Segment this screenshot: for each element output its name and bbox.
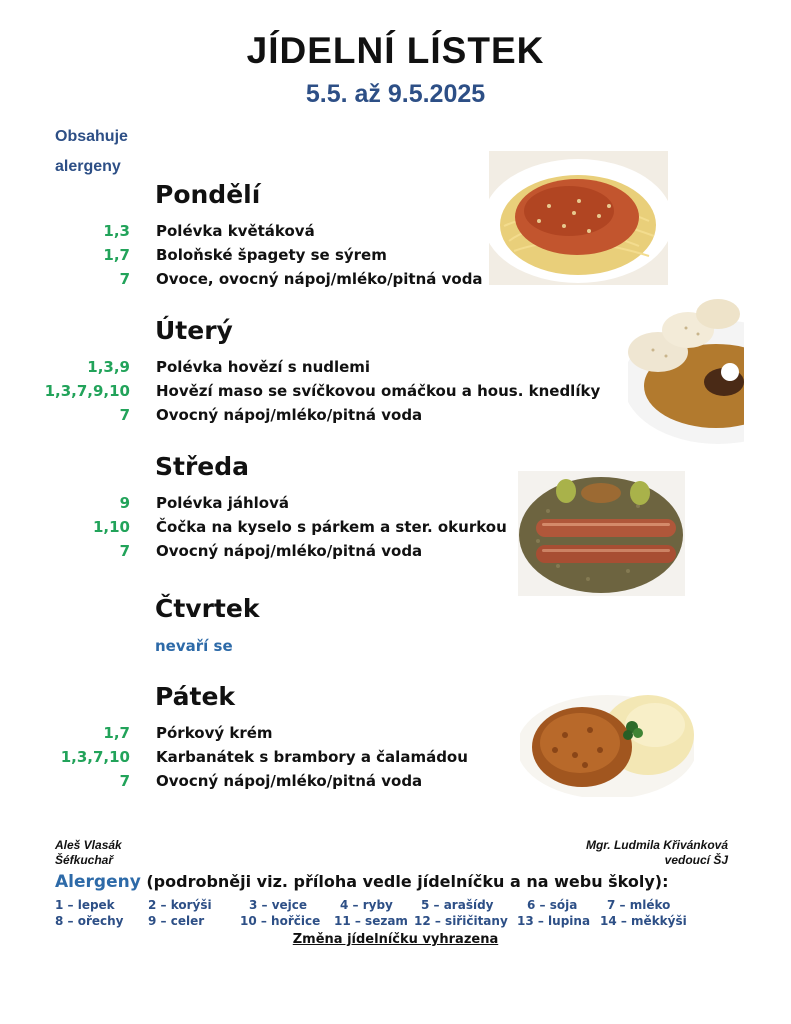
menu-row bbox=[30, 358, 730, 382]
dish-name: Pórkový krém bbox=[156, 724, 273, 742]
spaghetti-bolognese-photo bbox=[489, 151, 668, 285]
allergen-codes: 1,7 bbox=[103, 246, 130, 264]
allergen-item: 14 – měkkýši bbox=[600, 914, 687, 928]
allergen-item: 9 – celer bbox=[148, 914, 205, 928]
allergen-item: 8 – ořechy bbox=[55, 914, 124, 928]
allergen-item: 11 – sezam bbox=[334, 914, 408, 928]
allergen-codes: 7 bbox=[119, 406, 130, 424]
allergen-item: 6 – sója bbox=[527, 898, 578, 912]
allergen-item: 5 – arašídy bbox=[421, 898, 494, 912]
allergen-legend-heading: Alergeny bbox=[55, 872, 141, 892]
allergen-codes: 7 bbox=[119, 270, 130, 288]
dish-name: Čočka na kyselo s párkem a ster. okurkou bbox=[156, 518, 507, 536]
date-range: 5.5. až 9.5.2025 bbox=[305, 80, 486, 108]
allergen-codes: 1,3,9 bbox=[87, 358, 130, 376]
allergen-item: 12 – siřičitany bbox=[414, 914, 508, 928]
dish-name: Boloňské špagety se sýrem bbox=[156, 246, 387, 264]
allergen-column-label: Obsahuje bbox=[55, 128, 128, 145]
svickova-dumplings-photo bbox=[628, 292, 744, 444]
allergen-item: 1 – lepek bbox=[55, 898, 115, 912]
dish-name: Karbanátek s brambory a čalamádou bbox=[156, 748, 468, 766]
allergen-codes: 7 bbox=[119, 542, 130, 560]
page-title: JÍDELNÍ LÍSTEK bbox=[246, 30, 545, 71]
menu-row bbox=[30, 406, 730, 430]
chef-role: Šéfkuchař bbox=[55, 853, 114, 867]
meatball-potatoes-photo bbox=[520, 685, 694, 797]
allergen-codes: 1,3 bbox=[103, 222, 130, 240]
allergen-item: 13 – lupina bbox=[517, 914, 591, 928]
dish-name: Hovězí maso se svíčkovou omáčkou a hous. knedlíky bbox=[156, 382, 601, 400]
dish-name: Polévka květáková bbox=[156, 222, 315, 240]
menu-change-notice: Změna jídelníčku vyhrazena bbox=[292, 932, 499, 947]
dish-name: Ovoce, ovocný nápoj/mléko/pitná voda bbox=[156, 270, 483, 288]
allergen-legend-title bbox=[55, 872, 669, 892]
allergen-codes: 1,7 bbox=[103, 724, 130, 742]
dish-name: Ovocný nápoj/mléko/pitná voda bbox=[156, 406, 423, 424]
manager-role: vedoucí ŠJ bbox=[664, 853, 728, 867]
closed-note: nevaří se bbox=[155, 637, 233, 655]
allergen-legend-subtitle: (podrobněji viz. příloha vedle jídelníčku a na webu školy): bbox=[140, 872, 669, 891]
day-heading-tuesday: Úterý bbox=[155, 316, 233, 345]
allergen-item: 2 – korýši bbox=[148, 898, 212, 912]
lentils-sausages-photo bbox=[518, 471, 685, 596]
day-heading-friday: Pátek bbox=[155, 682, 236, 711]
manager-name: Mgr. Ludmila Křivánková bbox=[585, 838, 728, 852]
dish-name: Ovocný nápoj/mléko/pitná voda bbox=[156, 772, 423, 790]
allergen-item: 3 – vejce bbox=[249, 898, 308, 912]
day-heading-wednesday: Středa bbox=[155, 452, 250, 481]
dish-name: Ovocný nápoj/mléko/pitná voda bbox=[156, 542, 423, 560]
allergen-codes: 1,3,7,9,10 bbox=[44, 382, 130, 400]
allergen-item: 10 – hořčice bbox=[240, 914, 321, 928]
dish-name: Polévka hovězí s nudlemi bbox=[156, 358, 371, 376]
allergen-codes: 9 bbox=[119, 494, 130, 512]
allergen-codes: 7 bbox=[119, 772, 130, 790]
day-heading-thursday: Čtvrtek bbox=[155, 594, 260, 623]
allergen-codes: 1,10 bbox=[92, 518, 130, 536]
allergen-item: 7 – mléko bbox=[607, 898, 671, 912]
allergen-column-label-2: alergeny bbox=[55, 158, 121, 175]
allergen-item: 4 – ryby bbox=[340, 898, 393, 912]
dish-name: Polévka jáhlová bbox=[156, 494, 290, 512]
allergen-codes: 1,3,7,10 bbox=[60, 748, 130, 766]
day-heading-monday: Pondělí bbox=[155, 180, 261, 209]
chef-name: Aleš Vlasák bbox=[55, 838, 122, 852]
menu-row bbox=[30, 382, 730, 406]
